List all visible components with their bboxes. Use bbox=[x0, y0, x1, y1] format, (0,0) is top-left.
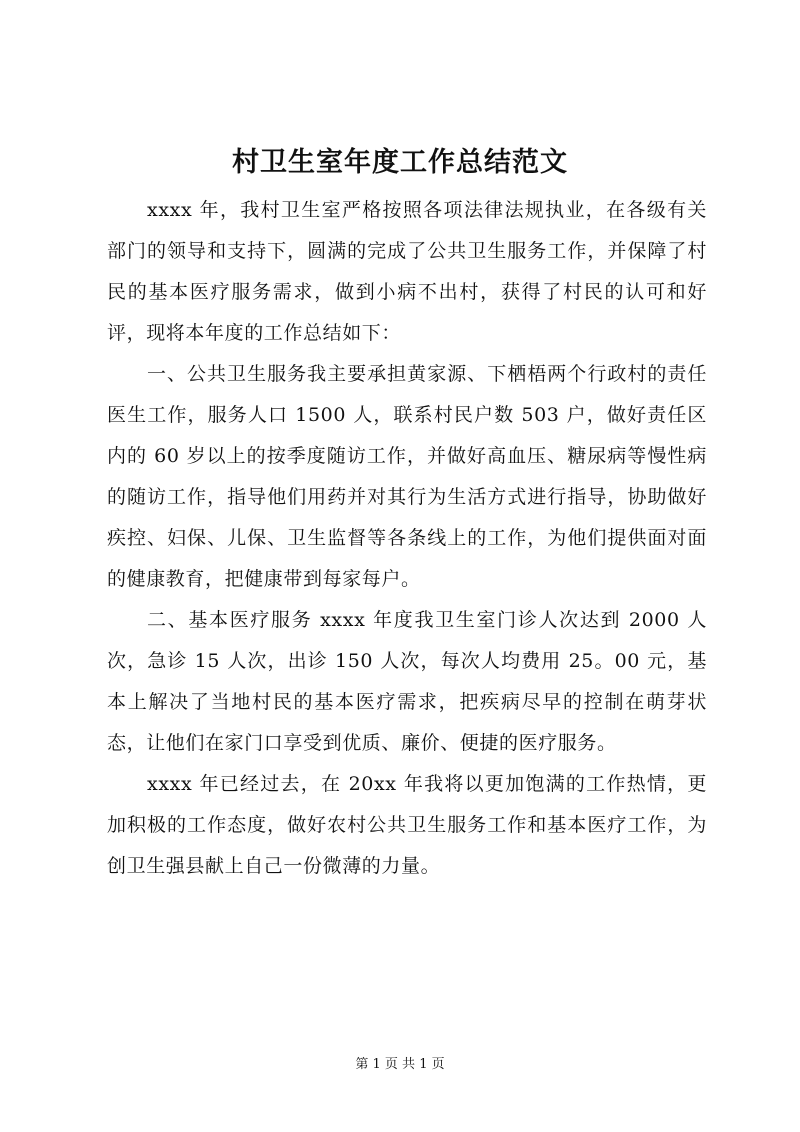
paragraph-intro: xxxx 年，我村卫生室严格按照各项法律法规执业，在各级有关部门的领导和支持下，圆满的完成了公共卫生服务工作，并保障了村民的基本医疗服务需求，做到小病不出村，获得了村民的认可和好评，现将本年度的工作总结如下： bbox=[107, 199, 707, 344]
paragraph-basic-medical: 二、基本医疗服务 xxxx 年度我卫生室门诊人次达到 2000 人次，急诊 15 人次，出诊 150 人次，每次人均费用 25。00 元，基本上解决了当地村民的基本医疗需求，把疾病尽早的控制在萌芽状态，让他们在家门口享受到优质、廉价、便捷的医疗服务。 bbox=[107, 609, 707, 754]
document-title: 村卫生室年度工作总结范文 bbox=[232, 147, 568, 178]
paragraph-conclusion: xxxx 年已经过去，在 20xx 年我将以更加饱满的工作热情，更加积极的工作态度，做好农村公共卫生服务工作和基本医疗工作，为创卫生强县献上自己一份微薄的力量。 bbox=[107, 773, 707, 877]
paragraph-public-health: 一、公共卫生服务我主要承担黄家源、下栖梧两个行政村的责任医生工作，服务人口 1500 人，联系村民户数 503 户，做好责任区内的 60 岁以上的按季度随访工作，并做好高血压、糖尿病等慢性病的随访工作，指导他们用药并对其行为生活方式进行指导，协助做好疾控、妇保、儿保、卫生监督等各条线上的工作，为他们提供面对面的健康教育，把健康带到每家每户。 bbox=[107, 363, 707, 590]
page-footer: 第 1 页 共 1 页 bbox=[355, 1057, 445, 1072]
document-body bbox=[107, 190, 707, 887]
